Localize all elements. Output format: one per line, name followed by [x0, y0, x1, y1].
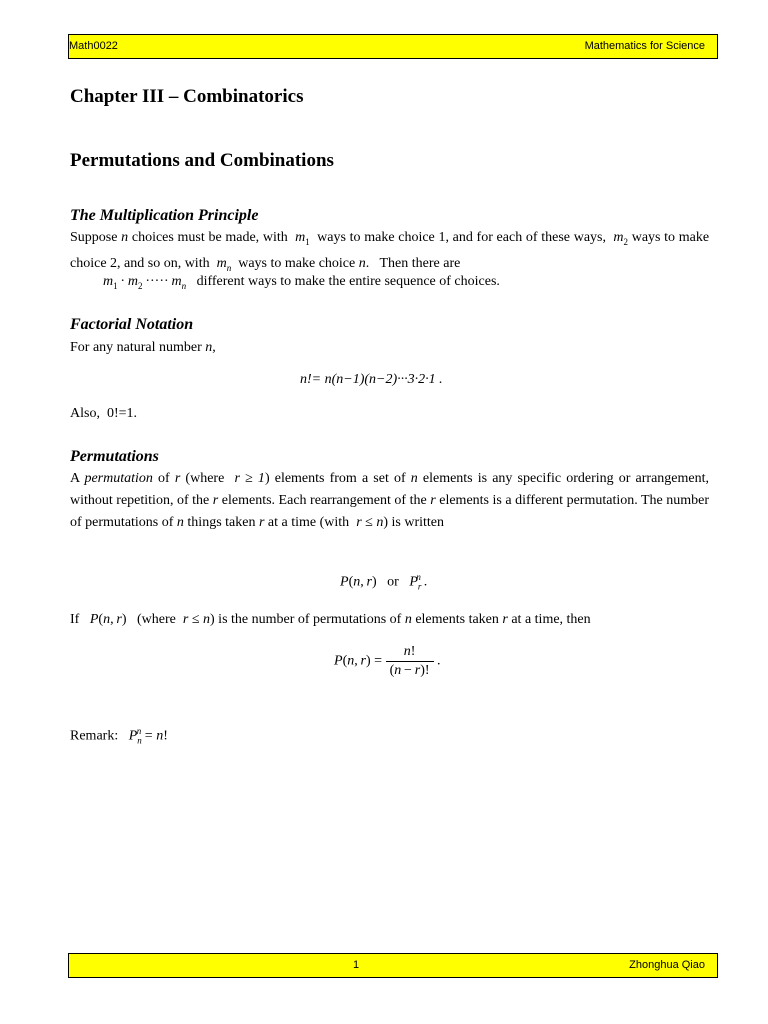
course-title: Mathematics for Science [584, 40, 705, 52]
permutations-heading: Permutations [70, 448, 159, 465]
page-number: 1 [353, 959, 360, 971]
chapter-title: Chapter III – Combinatorics [70, 86, 304, 107]
factorial-intro: For any natural number n, [70, 340, 216, 355]
permutation-notation: P(n, r) or $P_r^n$ . [340, 572, 428, 592]
permutation-formula: P(n, r) = $\frac{n!}{(n - r)!}$ . [334, 644, 441, 678]
factorial-zero: Also, 0!=1. [70, 406, 138, 421]
multiplication-heading: The Multiplication Principle [70, 207, 259, 224]
factorial-formula: n!= n(n−1)(n−2)···3·2·1 . [300, 372, 443, 387]
permutation-if-line: If P(n, r) (where r ≤ n) is the number of permutations of n elements taken r at a time, then [70, 612, 591, 627]
author-name: Zhonghua Qiao [629, 959, 705, 971]
multiplication-result: $m_1 \cdot m_2$ ····· $m_n$ different ways to make the entire sequence of choices. [103, 274, 500, 291]
course-code: Math0022 [69, 40, 118, 52]
section-title: Permutations and Combinations [70, 150, 334, 171]
page-footer [68, 953, 718, 978]
factorial-heading: Factorial Notation [70, 316, 194, 333]
remark: Remark: $P_n^n = n$! [70, 726, 168, 746]
permutations-paragraph: A permutation of r (where r ≥ 1) elements from a set of n elements is any specific ordering or arrangement, without repetition, of the r elements. Each rearrangement of the r elements is a different permutation. The number of permutations of n things taken r at a time (with r ≤ n) is written [70, 471, 710, 530]
multiplication-paragraph: Suppose n choices must be made, with $m_1$ ways to make choice 1, and for each of these ways, $m_2$ ways to make choice 2, and so on, with $m_n$ ways to make choice n. Then there are [70, 230, 710, 273]
page-header [68, 34, 718, 59]
